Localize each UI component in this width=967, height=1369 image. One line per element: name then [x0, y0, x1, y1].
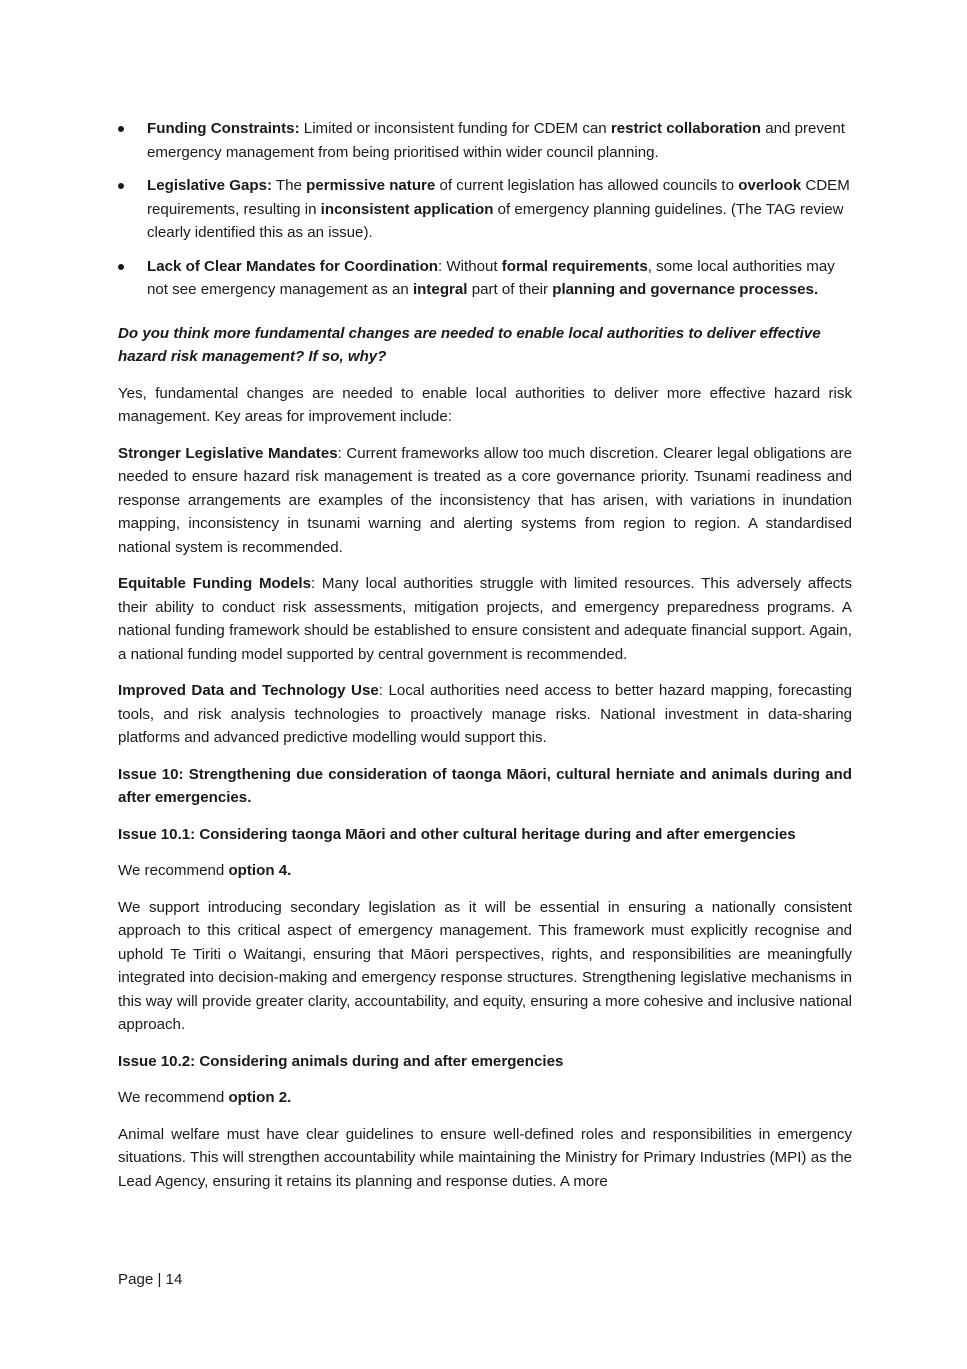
issue-10-heading: Issue 10: Strengthening due consideration of taonga Māori, cultural herniate and animals during and after emergencies.	[118, 765, 852, 806]
issue-10-2-heading: Issue 10.2: Considering animals during and after emergencies	[118, 1052, 564, 1070]
bullet-dot-icon	[118, 126, 124, 132]
issue-10-1-body: We support introducing secondary legislation as it will be essential in ensuring a nationally consistent approach to this critical aspect of emergency management. This framework must explicitly recognise and uphold Te Tiriti o Waitangi, ensuring that Māori perspectives, rights, and responsibilities are meaningfully integrated into decision-making and emergency response structures. Strengthening legislative mechanisms in this way will provide greater clarity, accountability, and equity, ensuring a more cohesive and inclusive national approach.	[118, 898, 852, 1033]
issues-bullet-list	[118, 117, 852, 302]
issue-10-1-heading: Issue 10.1: Considering taonga Māori and other cultural heritage during and after emergencies	[118, 825, 796, 843]
bullet-dot-icon	[118, 183, 124, 189]
bullet-legislative-gaps: Legislative Gaps: The permissive nature of current legislation has allowed councils to overlook CDEM requirements, resulting in inconsistent application of emergency planning guidelines. (The TAG review clearly identified this as an issue).	[118, 174, 852, 245]
issue-10-2-body: Animal welfare must have clear guidelines to ensure well-defined roles and responsibilities in emergency situations. This will strengthen accountability while maintaining the Ministry for Primary Industries (MPI) as the Lead Agency, ensuring it retains its planning and response duties. A more	[118, 1125, 852, 1190]
issue-10-2-recommendation: We recommend option 2.	[118, 1089, 292, 1106]
point-data-technology: Improved Data and Technology Use: Local authorities need access to better hazard mapping, forecasting tools, and risk analysis technologies to proactively manage risks. National investment in data-sharing platforms and advanced predictive modelling would support this.	[118, 682, 852, 746]
bullet-dot-icon	[118, 264, 124, 270]
point-funding-models: Equitable Funding Models: Many local authorities struggle with limited resources. This adversely affects their ability to conduct risk assessments, mitigation projects, and emergency preparedness programs. A national funding framework should be established to ensure consistent and adequate financial support. Again, a national funding model supported by central government is recommended.	[118, 575, 853, 663]
issue-10-1-recommendation: We recommend option 4.	[118, 862, 292, 879]
page-number-footer: Page | 14	[118, 1271, 183, 1288]
bullet-lack-of-mandates: Lack of Clear Mandates for Coordination: Without formal requirements, some local authorities may not see emergency management as an integral part of their planning and governance processes.	[118, 255, 852, 302]
bullet-funding-constraints: Funding Constraints: Limited or inconsistent funding for CDEM can restrict collaboration and prevent emergency management from being prioritised within wider council planning.	[118, 117, 852, 164]
answer-intro: Yes, fundamental changes are needed to enable local authorities to deliver more effective hazard risk management. Key areas for improvement include:	[118, 384, 852, 425]
page-content	[118, 117, 852, 1206]
consultation-question: Do you think more fundamental changes are needed to enable local authorities to deliver effective hazard risk management? If so, why?	[118, 324, 821, 365]
point-legislative-mandates: Stronger Legislative Mandates: Current frameworks allow too much discretion. Clearer legal obligations are needed to ensure hazard risk management is treated as a core governance priority. Tsunami readiness and response arrangements are examples of the inconsistency that has arisen, with variations in inundation mapping, inconsistency in tsunami warning and alerting systems from region to region. A standardised national system is recommended.	[118, 444, 852, 556]
